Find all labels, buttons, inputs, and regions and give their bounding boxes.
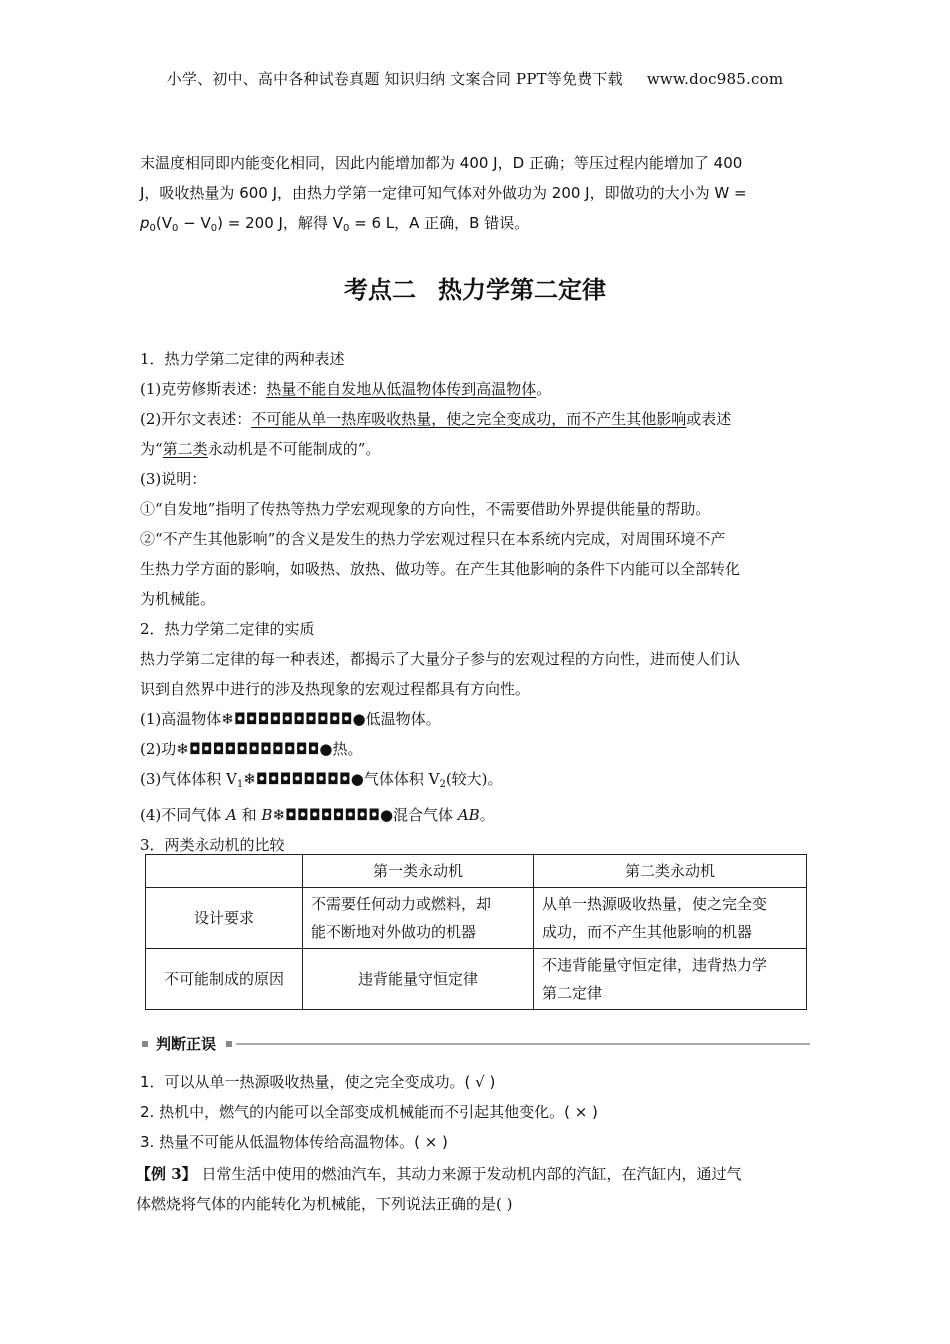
table-cell: 从单一热源吸收热量，使之完全变 成功，而不产生其他影响的机器 [534,888,807,949]
table-row [146,949,807,1010]
point2-text-2: 识到自然界中进行的涉及热现象的宏观过程都具有方向性。 [140,680,531,698]
table-row-label: 不可能制成的原因 [146,949,303,1010]
judge-item: 3. 热量不可能从低温物体传给高温物体。( × ) [140,1133,448,1151]
arrow-glyph: ❄◘◘◘◘◘◘◘◘◘◘◘● [176,740,333,758]
table-cell: 不违背能量守恒定律，违背热力学 第二定律 [534,949,807,1010]
note-2-line-1: ②“不产生其他影响”的含义是发生的热力学宏观过程只在本系统内完成，对周围环境不产 [140,530,726,548]
table-row-label: 设计要求 [146,888,303,949]
divider-line [236,1043,810,1045]
point1-heading: 1．热力学第二定律的两种表述 [140,350,345,368]
judge-items [140,1067,812,1157]
arrow-glyph: ❄◘◘◘◘◘◘◘◘● [272,806,394,824]
note-1: ①“自发地”指明了传热等热力学宏观现象的方向性，不需要借助外界提供能量的帮助。 [140,500,711,518]
intro-line-1: 末温度相同即内能变化相同，因此内能增加都为 400 J，D 正确；等压过程内能增加了 400 [140,154,743,172]
note-2-line-2: 生热力学方面的影响，如吸热、放热、做功等。在产生其他影响的条件下内能可以全部转化 [140,560,741,578]
table-header-cell: 第一类永动机 [303,855,534,888]
example-3 [136,1159,808,1219]
intro-paragraph [140,148,812,244]
table-cell: 违背能量守恒定律 [303,949,534,1010]
table-header-row [146,855,807,888]
judge-item: 1．可以从单一热源吸收热量，使之完全变成功。( √ ) [140,1073,496,1091]
page-header [0,68,950,89]
comparison-table [145,854,807,1010]
kelvin-statement: (2)开尔文表述：不可能从单一热库吸收热量，使之完全变成功，而不产生其他影响或表述 [140,410,732,428]
intro-line-3: $p_0(V_0 - V_0) = 200$ J，解得 $V_0 = 6$ L，A 正确，B 错误。 [140,214,530,234]
note-label: (3)说明： [140,470,207,488]
square-bullet-icon [142,1041,148,1047]
header-website[interactable]: www.doc985.com [646,70,784,88]
header-left-text: 小学、初中、高中各种试卷真题 知识归纳 文案合同 PPT等免费下载 [166,70,623,88]
example-line-2: 体燃烧将气体的内能转化为机械能，下列说法正确的是( ) [136,1195,513,1213]
square-bullet-icon [226,1041,232,1047]
clausius-statement: (1)克劳修斯表述：热量不能自发地从低温物体传到高温物体。 [140,380,552,398]
kelvin-statement-cont: 为“第二类永动机是不可能制成的”。 [140,440,381,458]
example-line-1: 【例 3】 日常生活中使用的燃油汽车，其动力来源于发动机内部的汽缸，在汽缸内，通过气 [136,1165,742,1183]
process-3: (3)气体体积 $V_1❄◘◘◘◘◘◘◘◘●$气体体积 $V_2$(较大)。 [140,770,503,790]
example-tag: 【例 3】 [136,1165,197,1183]
section-label: 考点二 [344,276,416,304]
main-body [140,344,812,860]
table-header-cell: 第二类永动机 [534,855,807,888]
point3-heading: 3．两类永动机的比较 [140,836,285,854]
judge-section-bar [140,1033,810,1055]
section-title [0,270,950,305]
judge-item: 2. 热机中，燃气的内能可以全部变成机械能而不引起其他变化。( × ) [140,1103,598,1121]
arrow-glyph: ❄◘◘◘◘◘◘◘◘◘◘● [221,710,366,728]
note-2-line-3: 为机械能。 [140,590,216,608]
table-header-cell [146,855,303,888]
point2-text-1: 热力学第二定律的每一种表述，都揭示了大量分子参与的宏观过程的方向性，进而使人们认 [140,650,741,668]
point2-heading: 2．热力学第二定律的实质 [140,620,315,638]
intro-line-2: J，吸收热量为 600 J，由热力学第一定律可知气体对外做功为 200 J，即做功的大小为 W = [140,184,747,202]
process-4: (4)不同气体 A 和 B❄◘◘◘◘◘◘◘◘●混合气体 AB。 [140,806,495,824]
section-name: 热力学第二定律 [438,276,606,304]
arrow-glyph: ❄◘◘◘◘◘◘◘◘● [243,770,364,788]
process-1: (1)高温物体❄◘◘◘◘◘◘◘◘◘◘●低温物体。 [140,710,441,728]
process-2: (2)功❄◘◘◘◘◘◘◘◘◘◘◘●热。 [140,740,363,758]
table-cell: 不需要任何动力或燃料，却 能不断地对外做功的机器 [303,888,534,949]
table-row [146,888,807,949]
judge-label: 判断正误 [156,1035,217,1053]
